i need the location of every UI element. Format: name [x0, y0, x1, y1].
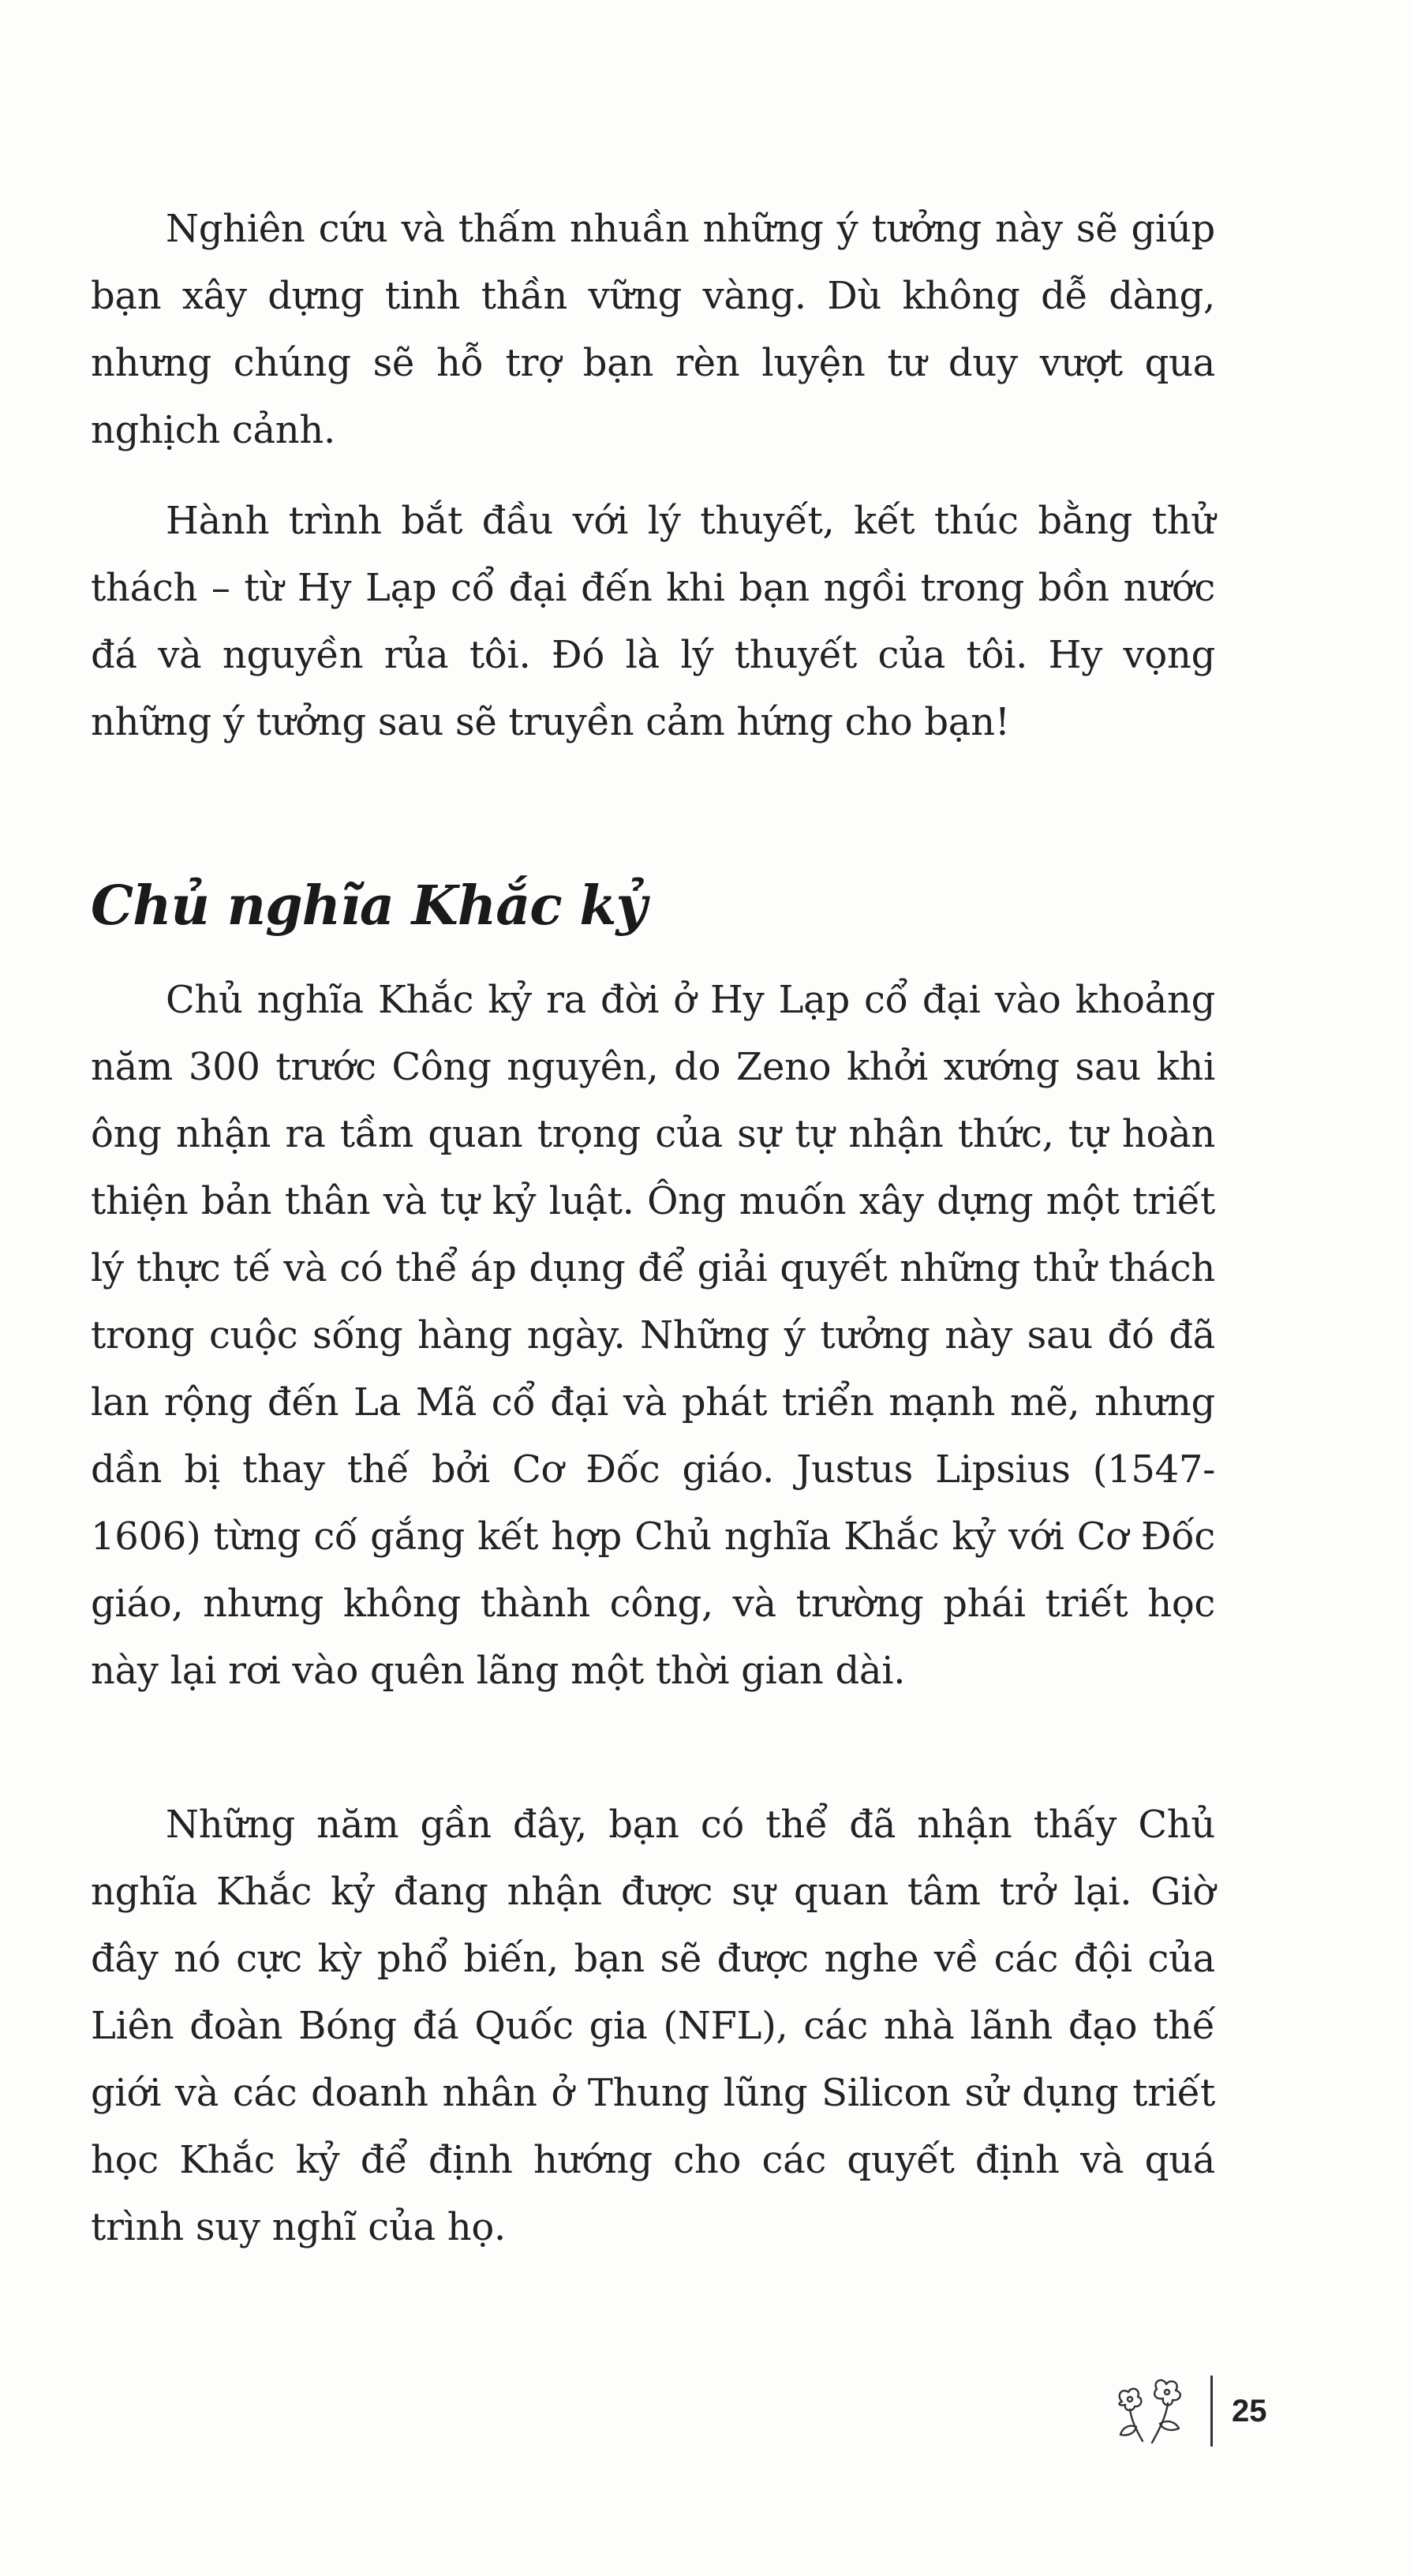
paragraph-text: Nghiên cứu và thấm nhuần những ý tưởng này sẽ giúp bạn xây dựng tinh thần vững vàng. Dù không dễ dàng, nhưng chúng sẽ hỗ trợ bạn rèn luyện tư duy vượt qua nghịch cảnh. — [91, 207, 1215, 452]
paragraph-text: Hành trình bắt đầu với lý thuyết, kết thúc bằng thử thách – từ Hy Lạp cổ đại đến khi bạn ngồi trong bồn nước đá và nguyền rủa tôi. Đó là lý thuyết của tôi. Hy vọng những ý tưởng sau sẽ truyền cảm hứng cho bạn! — [91, 499, 1215, 744]
paragraph-intro-study — [91, 196, 1215, 464]
flower-doodle-icon — [1105, 2372, 1199, 2451]
paragraph-stoicism-history — [91, 967, 1215, 1705]
footer-divider — [1210, 2376, 1213, 2447]
paragraph-text: Chủ nghĩa Khắc kỷ ra đời ở Hy Lạp cổ đại vào khoảng năm 300 trước Công nguyên, do Zeno khởi xướng sau khi ông nhận ra tầm quan trọng của sự tự nhận thức, tự hoàn thiện bản thân và tự kỷ luật. Ông muốn xây dựng một triết lý thực tế và có thể áp dụng để giải quyết những thử thách trong cuộc sống hàng ngày. Những ý tưởng này sau đó đã lan rộng đến La Mã cổ đại và phát triển mạnh mẽ, nhưng dần bị thay thế bởi Cơ Đốc giáo. Justus Lipsius (1547-1606) từng cố gắng kết hợp Chủ nghĩa Khắc kỷ với Cơ Đốc giáo, nhưng không thành công, và trường phái triết học này lại rơi vào quên lãng một thời gian dài. — [91, 978, 1215, 1693]
section-heading: Chủ nghĩa Khắc kỷ — [91, 874, 646, 938]
paragraph-text: Những năm gần đây, bạn có thể đã nhận thấy Chủ nghĩa Khắc kỷ đang nhận được sự quan tâm trở lại. Giờ đây nó cực kỳ phổ biến, bạn sẽ được nghe về các đội của Liên đoàn Bóng đá Quốc gia (NFL), các nhà lãnh đạo thế giới và các doanh nhân ở Thung lũng Silicon sử dụng triết học Khắc kỷ để định hướng cho các quyết định và quá trình suy nghĩ của họ. — [91, 1803, 1215, 2249]
paragraph-journey — [91, 488, 1215, 756]
paragraph-stoicism-revival — [91, 1792, 1215, 2261]
page-number: 25 — [1232, 2393, 1267, 2428]
page-footer — [1105, 2372, 1267, 2451]
